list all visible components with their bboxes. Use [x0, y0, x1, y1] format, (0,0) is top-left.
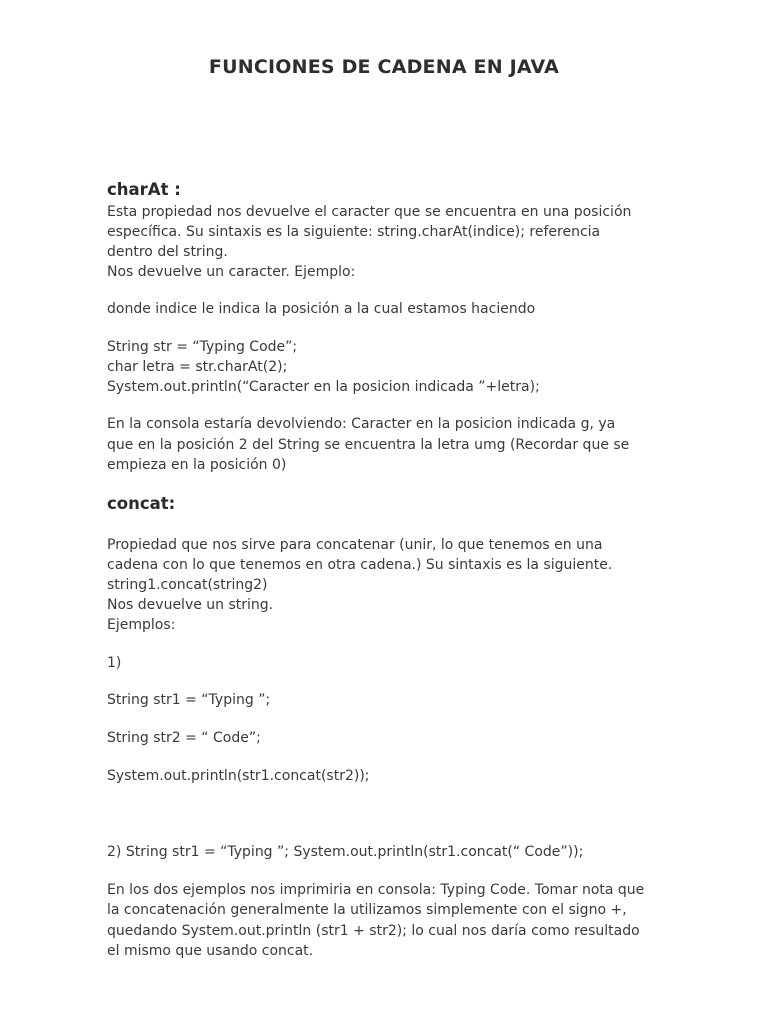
paragraph-line: el mismo que usando concat. — [107, 943, 314, 959]
example-number: 1) — [107, 655, 122, 671]
paragraph-line: dentro del string. — [107, 244, 228, 260]
paragraph-line: quedando System.out.println (str1 + str2); lo cual nos daría como resultado — [107, 923, 640, 939]
paragraph-line: En la consola estaría devolviendo: Caracter en la posicion indicada g, ya — [107, 416, 616, 432]
section-heading-charat: charAt : — [107, 180, 181, 199]
paragraph-line: En los dos ejemplos nos imprimiria en consola: Typing Code. Tomar nota que — [107, 882, 645, 898]
paragraph-line: Esta propiedad nos devuelve el caracter que se encuentra en una posición — [107, 204, 632, 220]
code-line: System.out.println(str1.concat(str2)); — [107, 768, 370, 784]
code-line: 2) String str1 = “Typing ”; System.out.println(str1.concat(“ Code”)); — [107, 844, 584, 860]
paragraph-line: Nos devuelve un caracter. Ejemplo: — [107, 264, 356, 280]
paragraph-line: Ejemplos: — [107, 617, 176, 633]
paragraph-line: la concatenación generalmente la utilizamos simplemente con el signo +, — [107, 902, 627, 918]
paragraph-line: que en la posición 2 del String se encuentra la letra umg (Recordar que se — [107, 437, 630, 453]
code-line: String str1 = “Typing ”; — [107, 692, 271, 708]
paragraph-line: específica. Su sintaxis es la siguiente: string.charAt(indice); referencia — [107, 224, 601, 240]
page-title: FUNCIONES DE CADENA EN JAVA — [208, 56, 560, 78]
paragraph-line: cadena con lo que tenemos en otra cadena.) Su sintaxis es la siguiente. — [107, 557, 613, 573]
section-heading-concat: concat: — [107, 494, 176, 513]
code-line: String str2 = “ Code”; — [107, 730, 261, 746]
paragraph-line: string1.concat(string2) — [107, 577, 268, 593]
paragraph-line: donde indice le indica la posición a la cual estamos haciendo — [107, 301, 536, 317]
code-line: String str = “Typing Code”; — [107, 339, 298, 355]
code-line: System.out.println(“Caracter en la posicion indicada ”+letra); — [107, 379, 540, 395]
paragraph-line: empieza en la posición 0) — [107, 457, 287, 473]
paragraph-line: Propiedad que nos sirve para concatenar (unir, lo que tenemos en una — [107, 537, 603, 553]
paragraph-line: Nos devuelve un string. — [107, 597, 274, 613]
code-line: char letra = str.charAt(2); — [107, 359, 288, 375]
